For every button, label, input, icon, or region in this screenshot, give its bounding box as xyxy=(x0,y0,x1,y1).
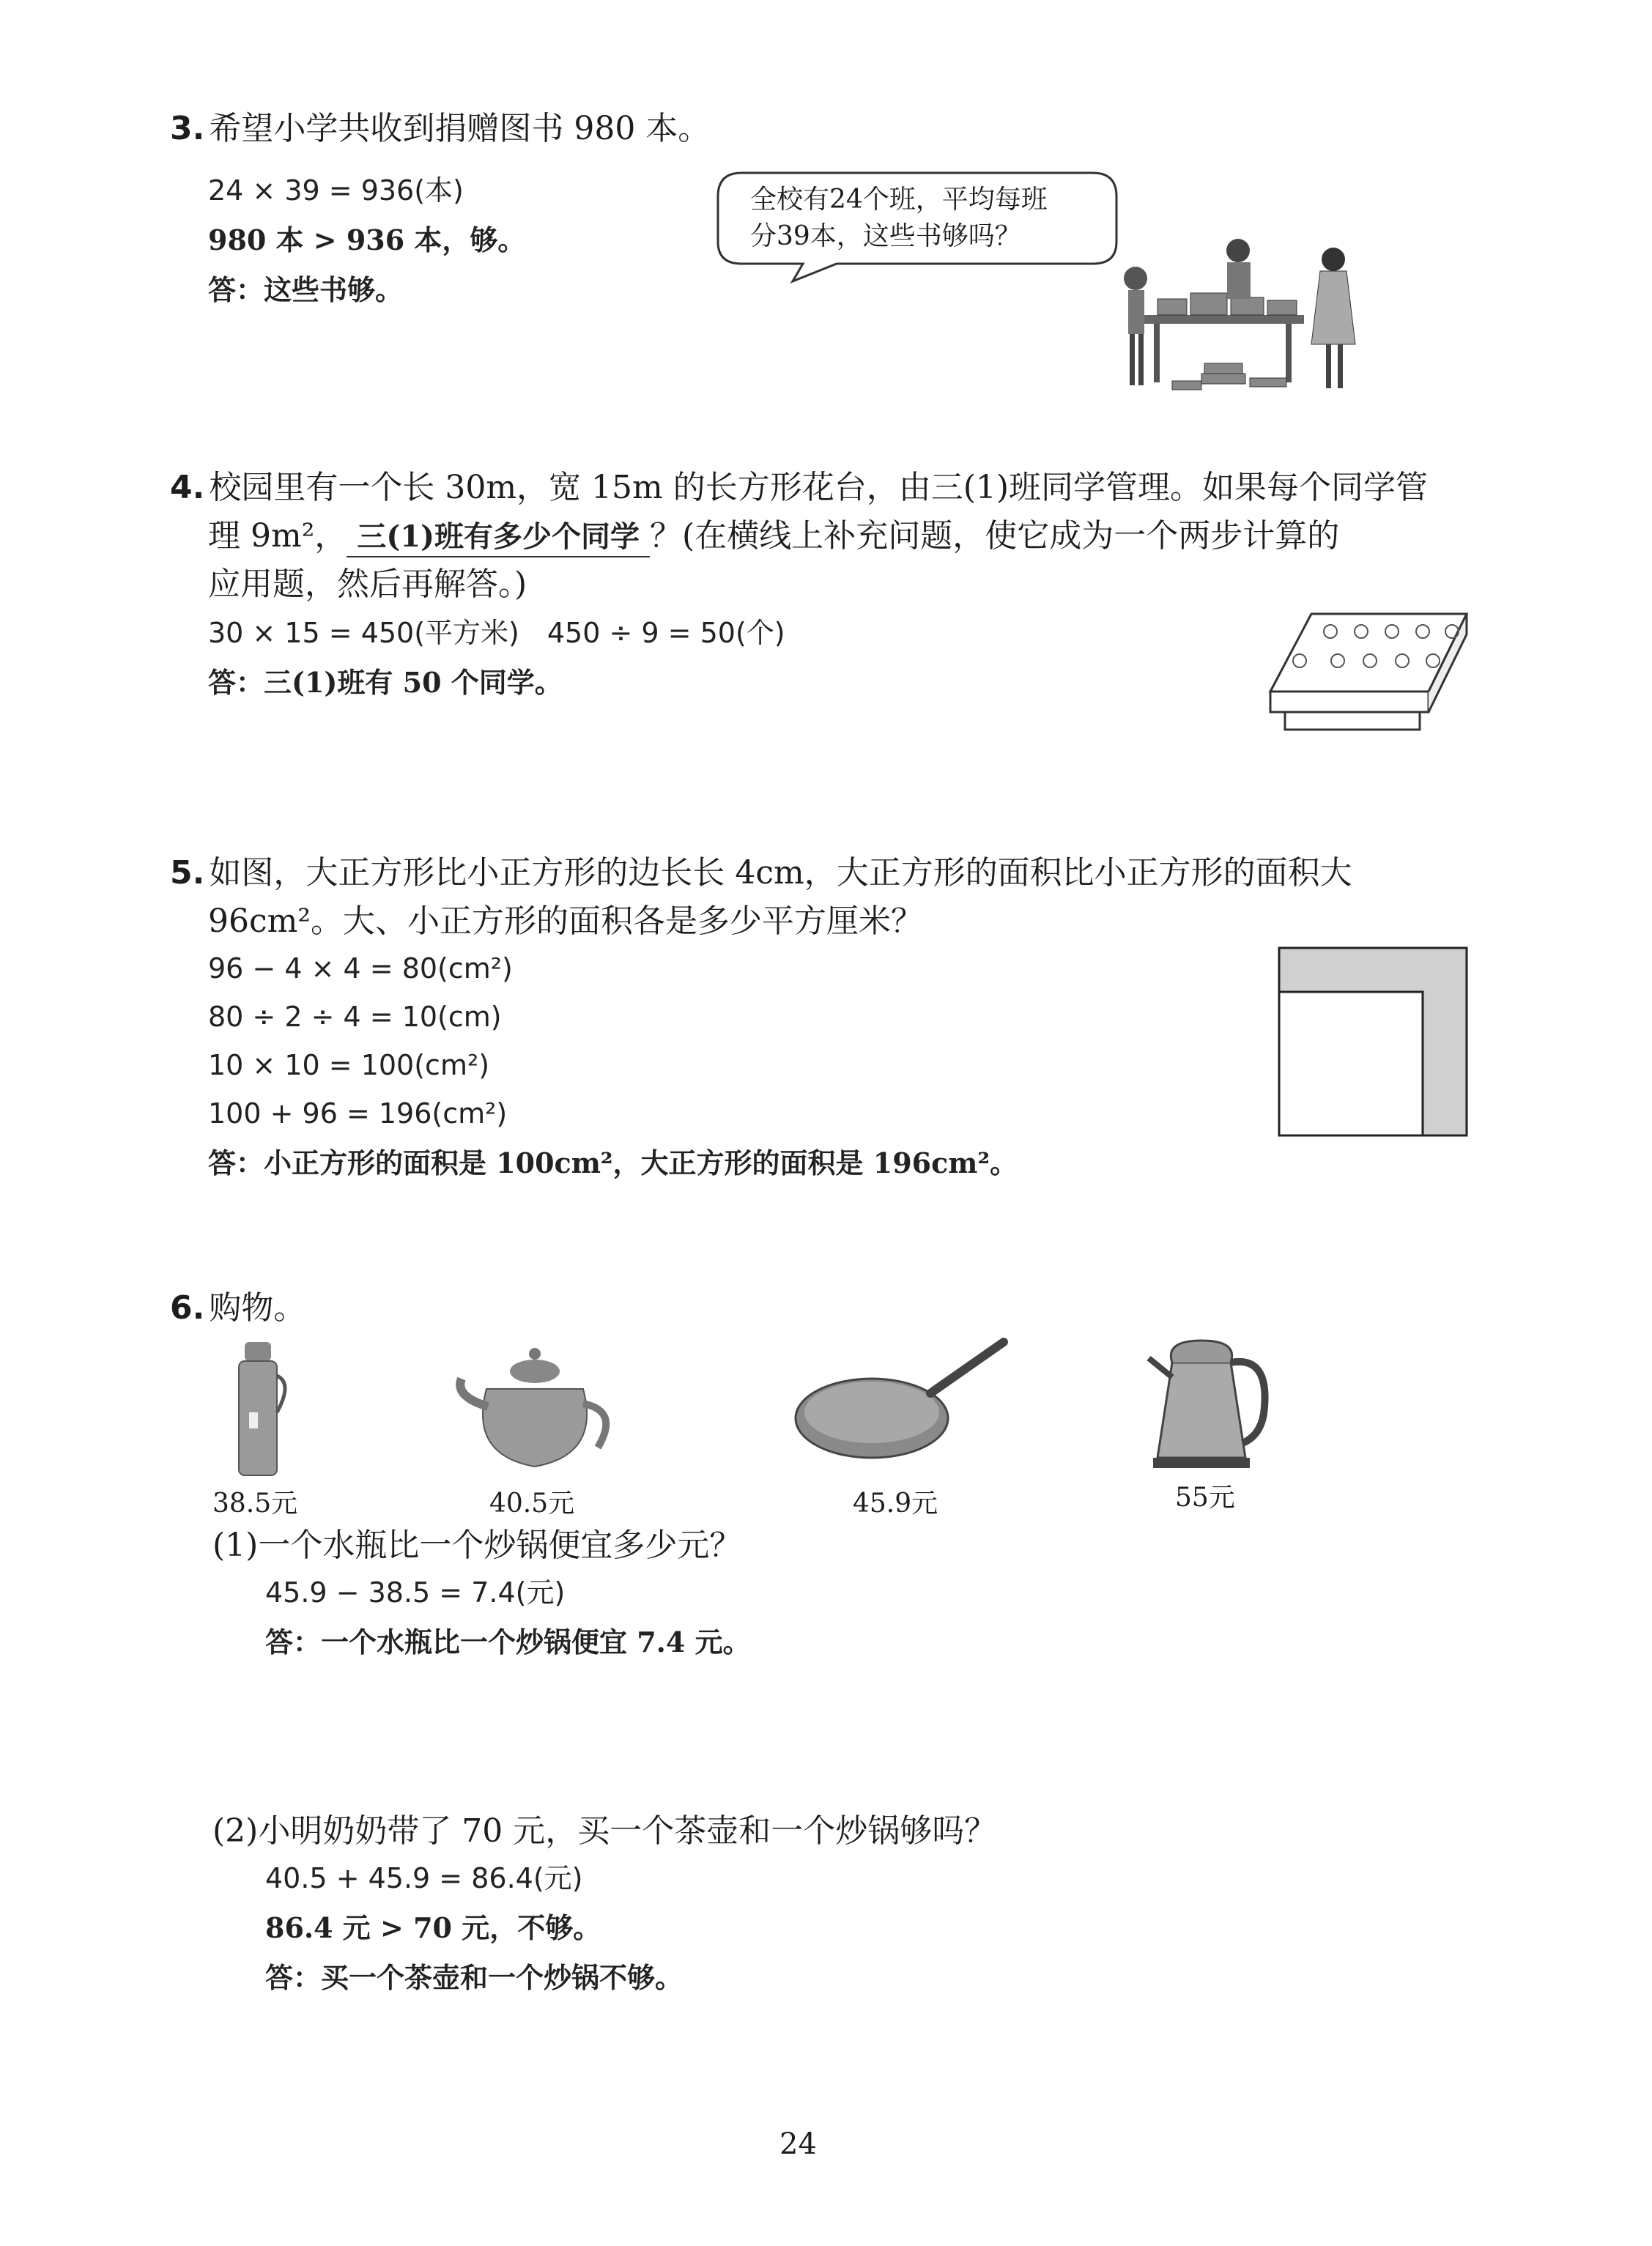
q5-line-2: 96cm²。大、小正方形的面积各是多少平方厘米？ xyxy=(208,903,923,940)
q3-answer-line-1: 24 × 39 = 936(本) xyxy=(208,174,464,207)
q6-sub1-answer-line-1: 45.9 − 38.5 = 7.4(元) xyxy=(265,1576,566,1609)
q5-answer-line-2: 80 ÷ 2 ÷ 4 = 10(cm) xyxy=(208,1001,502,1033)
q4-number: 4. xyxy=(170,469,205,506)
q4-answer-line-2: 答：三(1)班有 50 个同学。 xyxy=(208,666,563,699)
q6-sub2-answer-line-3: 答：买一个茶壶和一个炒锅不够。 xyxy=(265,1961,684,1994)
price-thermos: 38.5元 xyxy=(212,1489,298,1519)
speech-line-2: 分39本，这些书够吗？ xyxy=(750,221,1021,251)
teapot-image xyxy=(447,1345,623,1477)
q6-sub2-question: (2)小明奶奶带了 70 元，买一个茶壶和一个炒锅够吗？ xyxy=(212,1812,997,1850)
q3-answer-line-3: 答：这些书够。 xyxy=(208,273,404,306)
q4-line-1 xyxy=(170,466,1428,510)
squares-diagram xyxy=(1278,946,1470,1138)
price-teapot: 40.5元 xyxy=(489,1489,575,1519)
q6-title-text: 购物。 xyxy=(209,1289,306,1327)
thermos-image xyxy=(229,1339,295,1478)
q3-answer-line-2: 980 本 > 936 本，够。 xyxy=(208,223,526,256)
q6-sub1-answer-line-2: 答：一个水瓶比一个炒锅便宜 7.4 元。 xyxy=(265,1626,751,1658)
q5-answer-line-4: 100 + 96 = 196(cm²) xyxy=(208,1097,508,1130)
price-kettle: 55元 xyxy=(1175,1483,1235,1513)
q4-fill-blank: 三(1)班有多少个同学 xyxy=(347,518,650,557)
q6-number: 6. xyxy=(170,1289,205,1327)
frying-pan-image xyxy=(791,1330,1011,1462)
q4-answer-line-1: 30 × 15 = 450(平方米) 450 ÷ 9 = 50(个) xyxy=(208,617,785,649)
q6-sub2-answer-line-1: 40.5 + 45.9 = 86.4(元) xyxy=(265,1862,583,1894)
q4-text-line-2-pre: 理 9m²， xyxy=(208,517,347,555)
q4-text-line-1: 校园里有一个长 30m，宽 15m 的长方形花台，由三(1)班同学管理。如果每个同学管 xyxy=(209,469,1429,506)
children-books-illustration xyxy=(1114,234,1363,410)
q5-answer-line-3: 10 × 10 = 100(cm²) xyxy=(208,1049,490,1081)
q5-line-1 xyxy=(170,851,1352,895)
q6-title xyxy=(170,1286,305,1330)
q3-title xyxy=(170,107,710,151)
q6-sub2-answer-line-2: 86.4 元 > 70 元，不够。 xyxy=(265,1911,601,1944)
q3-number: 3. xyxy=(170,110,205,147)
flower-bed-illustration xyxy=(1267,609,1473,734)
q5-answer-line-1: 96 − 4 × 4 = 80(cm²) xyxy=(208,952,513,985)
kettle-image xyxy=(1143,1333,1275,1472)
q3-text: 希望小学共收到捐赠图书 980 本。 xyxy=(209,110,711,147)
q6-sub1-question: (1)一个水瓶比一个炒锅便宜多少元？ xyxy=(212,1527,742,1564)
price-frying-pan: 45.9元 xyxy=(853,1489,938,1519)
q5-text-line-1: 如图，大正方形比小正方形的边长长 4cm，大正方形的面积比小正方形的面积大 xyxy=(209,854,1352,892)
q5-answer-line-5: 答：小正方形的面积是 100cm²，大正方形的面积是 196cm²。 xyxy=(208,1146,1018,1179)
q4-text-line-2-post: ？(在横线上补充问题，使它成为一个两步计算的 xyxy=(650,517,1340,555)
page-number: 24 xyxy=(779,2127,817,2161)
speech-line-1: 全校有24个班，平均每班 xyxy=(750,185,1048,215)
q5-number: 5. xyxy=(170,854,205,892)
q4-line-2 xyxy=(208,514,1339,558)
q4-line-3: 应用题，然后再解答。) xyxy=(208,566,527,603)
